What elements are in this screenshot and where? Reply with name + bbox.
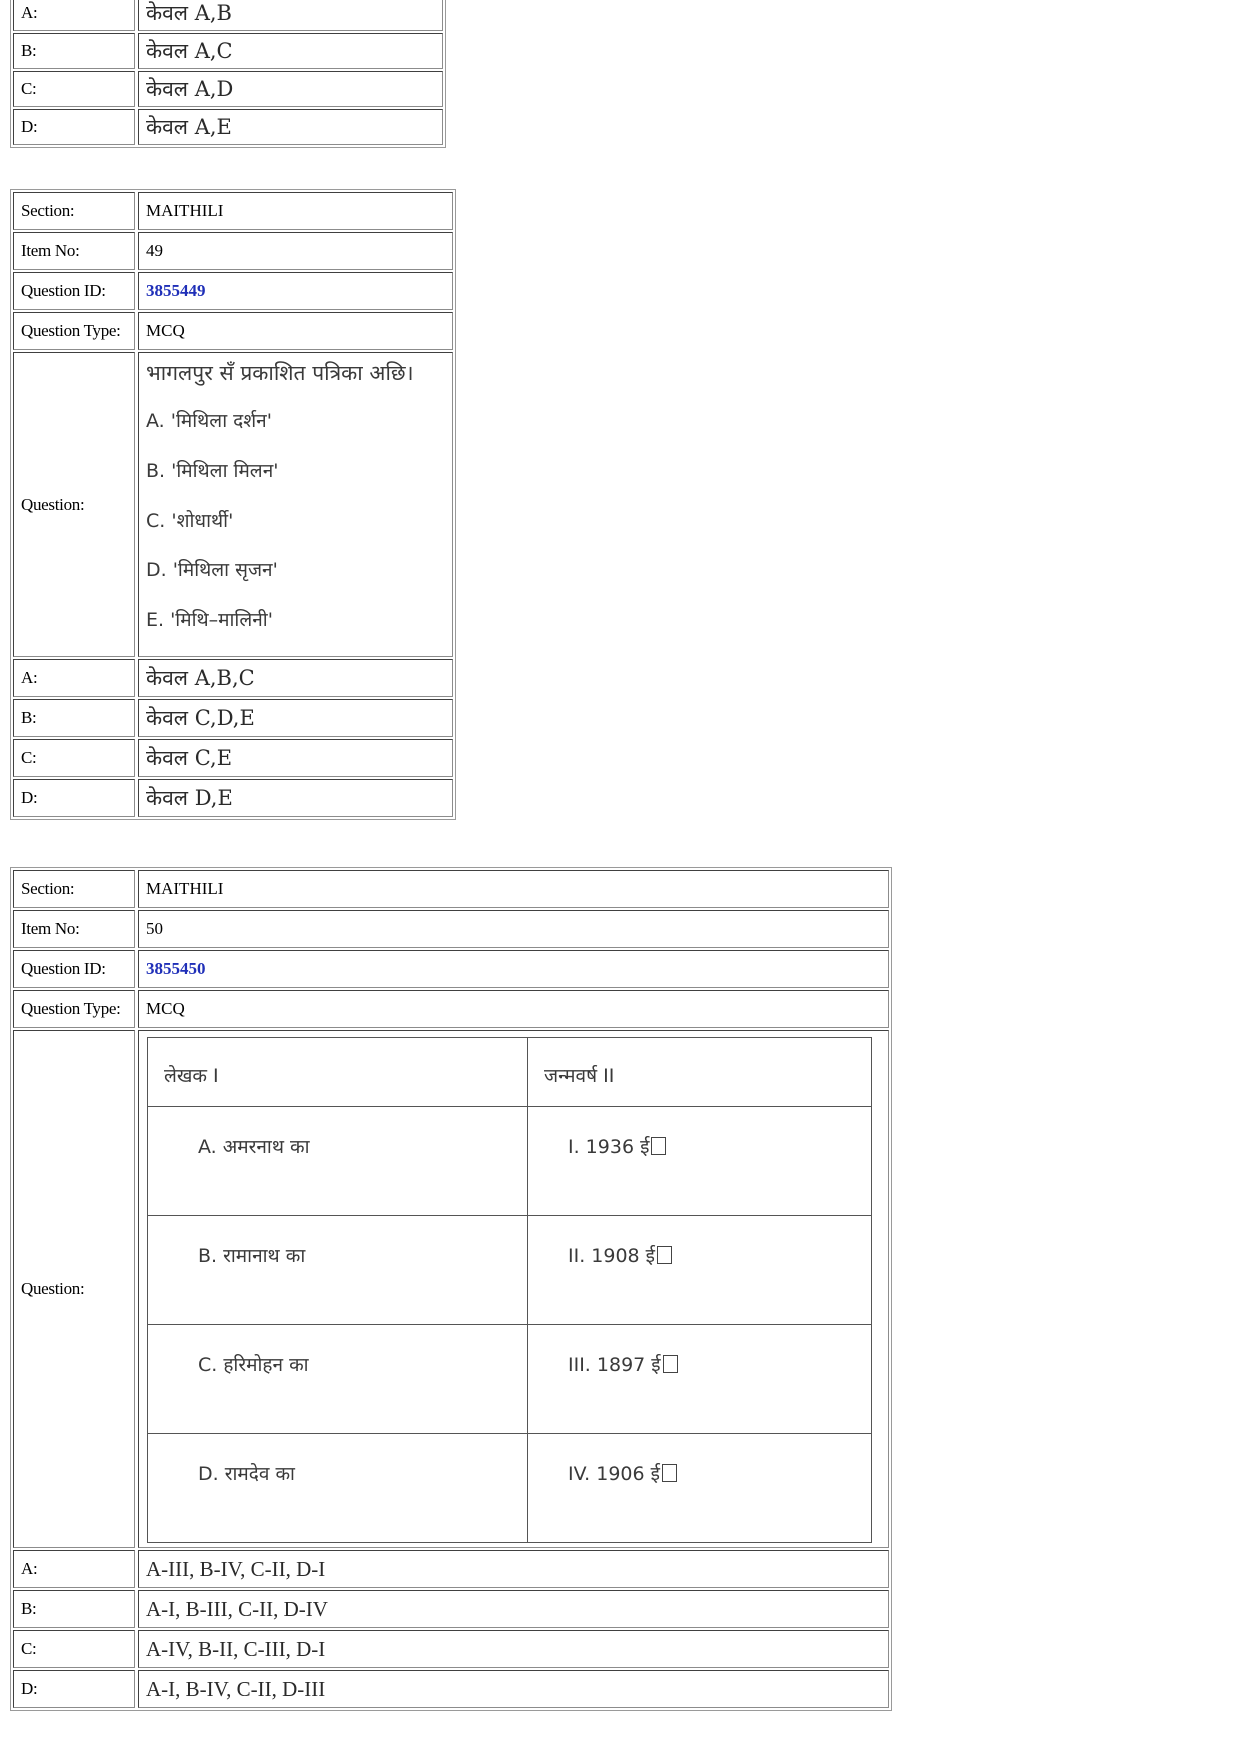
option-label: B: — [13, 699, 135, 737]
option-row — [13, 1550, 889, 1588]
section-label: Section: — [13, 192, 135, 230]
question-block-48 — [10, 0, 446, 148]
option-label: A: — [13, 0, 135, 31]
option-label: D: — [13, 1670, 135, 1708]
option-row — [13, 779, 453, 817]
column-header-birth-year: जन्मवर्ष II — [544, 1065, 615, 1087]
item-row — [13, 910, 889, 948]
option-value: केवल A,B — [138, 0, 443, 31]
question-type-row — [13, 990, 889, 1028]
item-row — [13, 232, 453, 270]
missing-glyph-icon — [657, 1246, 672, 1264]
match-left-item: A. अमरनाथ का — [148, 1107, 528, 1215]
option-label: A: — [13, 659, 135, 697]
question-statement: E. 'मिथि–मालिनी' — [146, 609, 273, 632]
section-value: MAITHILI — [138, 870, 889, 908]
question-type-label: Question Type: — [13, 990, 135, 1028]
question-row — [13, 1030, 889, 1548]
option-label: D: — [13, 109, 135, 145]
option-row — [13, 1670, 889, 1708]
item-value: 49 — [138, 232, 453, 270]
missing-glyph-icon — [663, 1355, 678, 1373]
match-right-item — [528, 1216, 871, 1324]
option-label: C: — [13, 739, 135, 777]
option-value: केवल A,C — [138, 33, 443, 69]
question-id-label: Question ID: — [13, 272, 135, 310]
option-value: केवल D,E — [138, 779, 453, 817]
option-label: C: — [13, 1630, 135, 1668]
question-text — [138, 352, 453, 657]
section-row — [13, 192, 453, 230]
option-value: A-IV, B-II, C-III, D-I — [138, 1630, 889, 1668]
question-statement: B. 'मिथिला मिलन' — [146, 459, 279, 482]
option-row — [13, 659, 453, 697]
option-value: केवल C,D,E — [138, 699, 453, 737]
match-right-item — [528, 1325, 871, 1433]
question-block-50 — [10, 867, 892, 1711]
section-row — [13, 870, 889, 908]
match-right-item — [528, 1434, 871, 1542]
match-right-text: I. 1936 ई — [568, 1136, 650, 1158]
question-text — [138, 1030, 889, 1548]
question-type-value: MCQ — [138, 990, 889, 1028]
column-header-author: लेखक I — [148, 1038, 528, 1106]
match-table-row — [148, 1434, 871, 1542]
option-row — [13, 739, 453, 777]
option-value: A-I, B-IV, C-II, D-III — [138, 1670, 889, 1708]
option-row — [13, 109, 443, 145]
question-label: Question: — [13, 352, 135, 657]
match-left-item: B. रामानाथ का — [148, 1216, 528, 1324]
option-label: A: — [13, 1550, 135, 1588]
match-right-text: III. 1897 ई — [568, 1354, 661, 1376]
match-table-row — [148, 1107, 871, 1216]
match-table — [147, 1037, 872, 1543]
question-block-49 — [10, 189, 456, 820]
question-label: Question: — [13, 1030, 135, 1548]
question-row — [13, 352, 453, 657]
question-stem: भागलपुर सँ प्रकाशित पत्रिका अछि। — [146, 361, 414, 385]
option-label: B: — [13, 33, 135, 69]
item-label: Item No: — [13, 910, 135, 948]
option-row — [13, 0, 443, 31]
option-label: D: — [13, 779, 135, 817]
item-label: Item No: — [13, 232, 135, 270]
question-statement: A. 'मिथिला दर्शन' — [146, 409, 272, 432]
option-value: केवल C,E — [138, 739, 453, 777]
section-value: MAITHILI — [138, 192, 453, 230]
section-label: Section: — [13, 870, 135, 908]
option-label: C: — [13, 71, 135, 107]
option-value: A-I, B-III, C-II, D-IV — [138, 1590, 889, 1628]
match-table-header — [148, 1038, 871, 1107]
match-right-text: II. 1908 ई — [568, 1245, 656, 1267]
match-left-item: C. हरिमोहन का — [148, 1325, 528, 1433]
option-value: केवल A,B,C — [138, 659, 453, 697]
missing-glyph-icon — [651, 1137, 666, 1155]
match-table-row — [148, 1216, 871, 1325]
match-right-item — [528, 1107, 871, 1215]
option-label: B: — [13, 1590, 135, 1628]
option-value: केवल A,E — [138, 109, 443, 145]
question-statement: C. 'शोधार्थी' — [146, 509, 234, 532]
question-id-row — [13, 272, 453, 310]
option-row — [13, 71, 443, 107]
question-id-value: 3855450 — [138, 950, 889, 988]
match-right-text: IV. 1906 ई — [568, 1463, 660, 1485]
match-left-item: D. रामदेव का — [148, 1434, 528, 1542]
item-value: 50 — [138, 910, 889, 948]
question-id-label: Question ID: — [13, 950, 135, 988]
question-type-row — [13, 312, 453, 350]
question-type-label: Question Type: — [13, 312, 135, 350]
option-row — [13, 1590, 889, 1628]
question-id-row — [13, 950, 889, 988]
option-value: केवल A,D — [138, 71, 443, 107]
question-id-value: 3855449 — [138, 272, 453, 310]
match-table-row — [148, 1325, 871, 1434]
option-row — [13, 699, 453, 737]
option-value: A-III, B-IV, C-II, D-I — [138, 1550, 889, 1588]
question-type-value: MCQ — [138, 312, 453, 350]
question-statement: D. 'मिथिला सृजन' — [146, 559, 278, 582]
missing-glyph-icon — [662, 1464, 677, 1482]
option-row — [13, 1630, 889, 1668]
option-row — [13, 33, 443, 69]
